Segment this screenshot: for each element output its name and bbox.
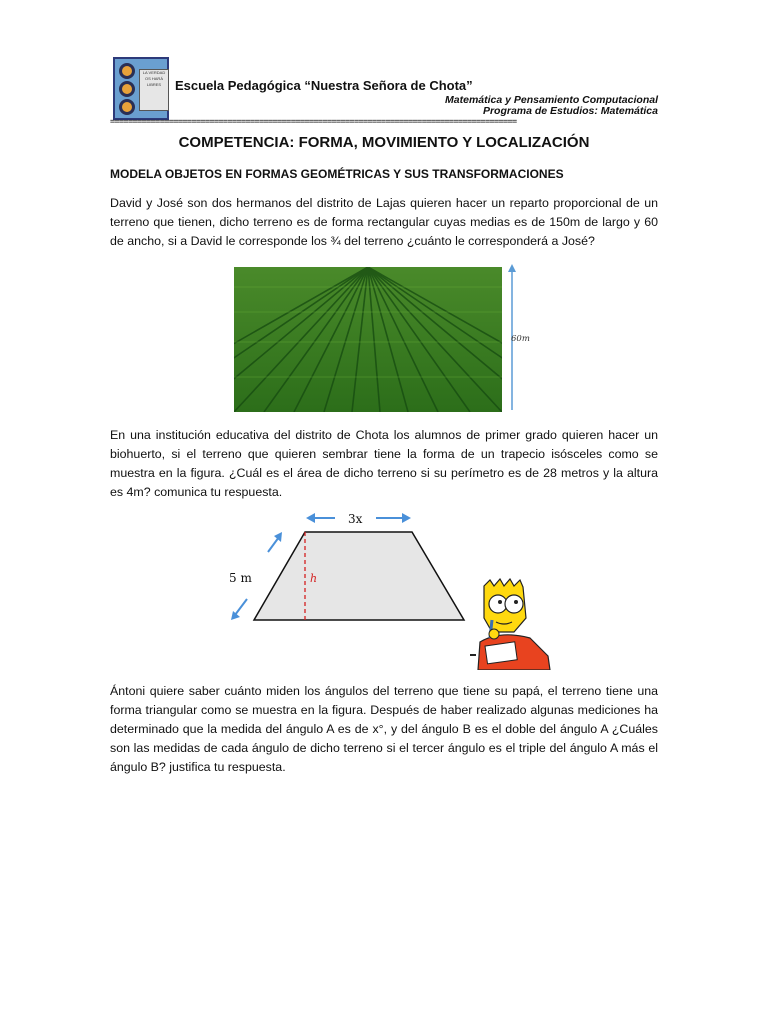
course-title: Matemática y Pensamiento Computacional bbox=[445, 94, 658, 106]
side-5m-label: 5 m bbox=[229, 571, 252, 585]
arrow-right-icon bbox=[402, 513, 411, 523]
problem-1-text: David y José son dos hermanos del distrito de Lajas quieren hacer un reparto proporcional de un terreno que tienen, dicho terreno es de forma rectangular cuyas medias es de 150m de largo y 60 de ancho, si a David le corresponde los ¾ del terreno ¿cuánto le corresponderá a José? bbox=[110, 196, 658, 248]
arrow-down-left-icon bbox=[231, 611, 240, 620]
section-heading: MODELA OBJETOS EN FORMAS GEOMÉTRICAS Y SUS TRANSFORMACIONES bbox=[110, 167, 564, 181]
logo-ribbon: LA VERDAD OS HARÁ LIBRES bbox=[139, 69, 169, 111]
crop-field-image bbox=[234, 267, 502, 412]
trapezoid-figure bbox=[222, 508, 472, 626]
chain-ring-icon bbox=[119, 81, 135, 97]
top-3x-label: 3x bbox=[348, 512, 363, 526]
trapezoid-shape bbox=[254, 532, 464, 620]
chain-ring-icon bbox=[119, 63, 135, 79]
problem-2-text: En una institución educativa del distrito de Chota los alumnos de primer grado quieren hacer un biohuerto, si el terreno que quieren sembrar tiene la forma de un trapecio isósceles como se muestra en la figura. ¿Cuál es el área de dicho terreno si su perímetro es de 28 metros y la altura es 4m? comunica tu respuesta. bbox=[110, 428, 658, 499]
chain-ring-icon bbox=[119, 99, 135, 115]
problem-3-text: Ántoni quiere saber cuánto miden los ángulos del terreno que tiene su papá, el terreno tiene una forma triangular como se muestra en la figura. Después de haber realizado algunas mediciones ha determinado que la medida del ángulo A es de x°, y del ángulo B es el doble del ángulo A ¿Cuáles son las medidas de cada ángulo de dicho terreno si el tercer ángulo es el triple del ángulo A más el ángulo B? justifica tu respuesta. bbox=[110, 684, 658, 774]
school-logo bbox=[113, 57, 169, 120]
competencia-heading: COMPETENCIA: FORMA, MOVIMIENTO Y LOCALIZACIÓN bbox=[178, 134, 590, 151]
height-h-label: h bbox=[310, 572, 318, 585]
program-title: Programa de Estudios: Matemática bbox=[482, 105, 658, 117]
header-divider: ========================================================================================== bbox=[110, 117, 517, 127]
school-name: Escuela Pedagógica “Nuestra Señora de Chota” bbox=[175, 78, 473, 93]
arrow-left-icon bbox=[306, 513, 315, 523]
height-60m-label: 60m bbox=[511, 334, 530, 344]
arrow-up-icon bbox=[508, 264, 516, 272]
thinking-student-illustration bbox=[470, 578, 554, 670]
height-dimension bbox=[504, 262, 544, 412]
